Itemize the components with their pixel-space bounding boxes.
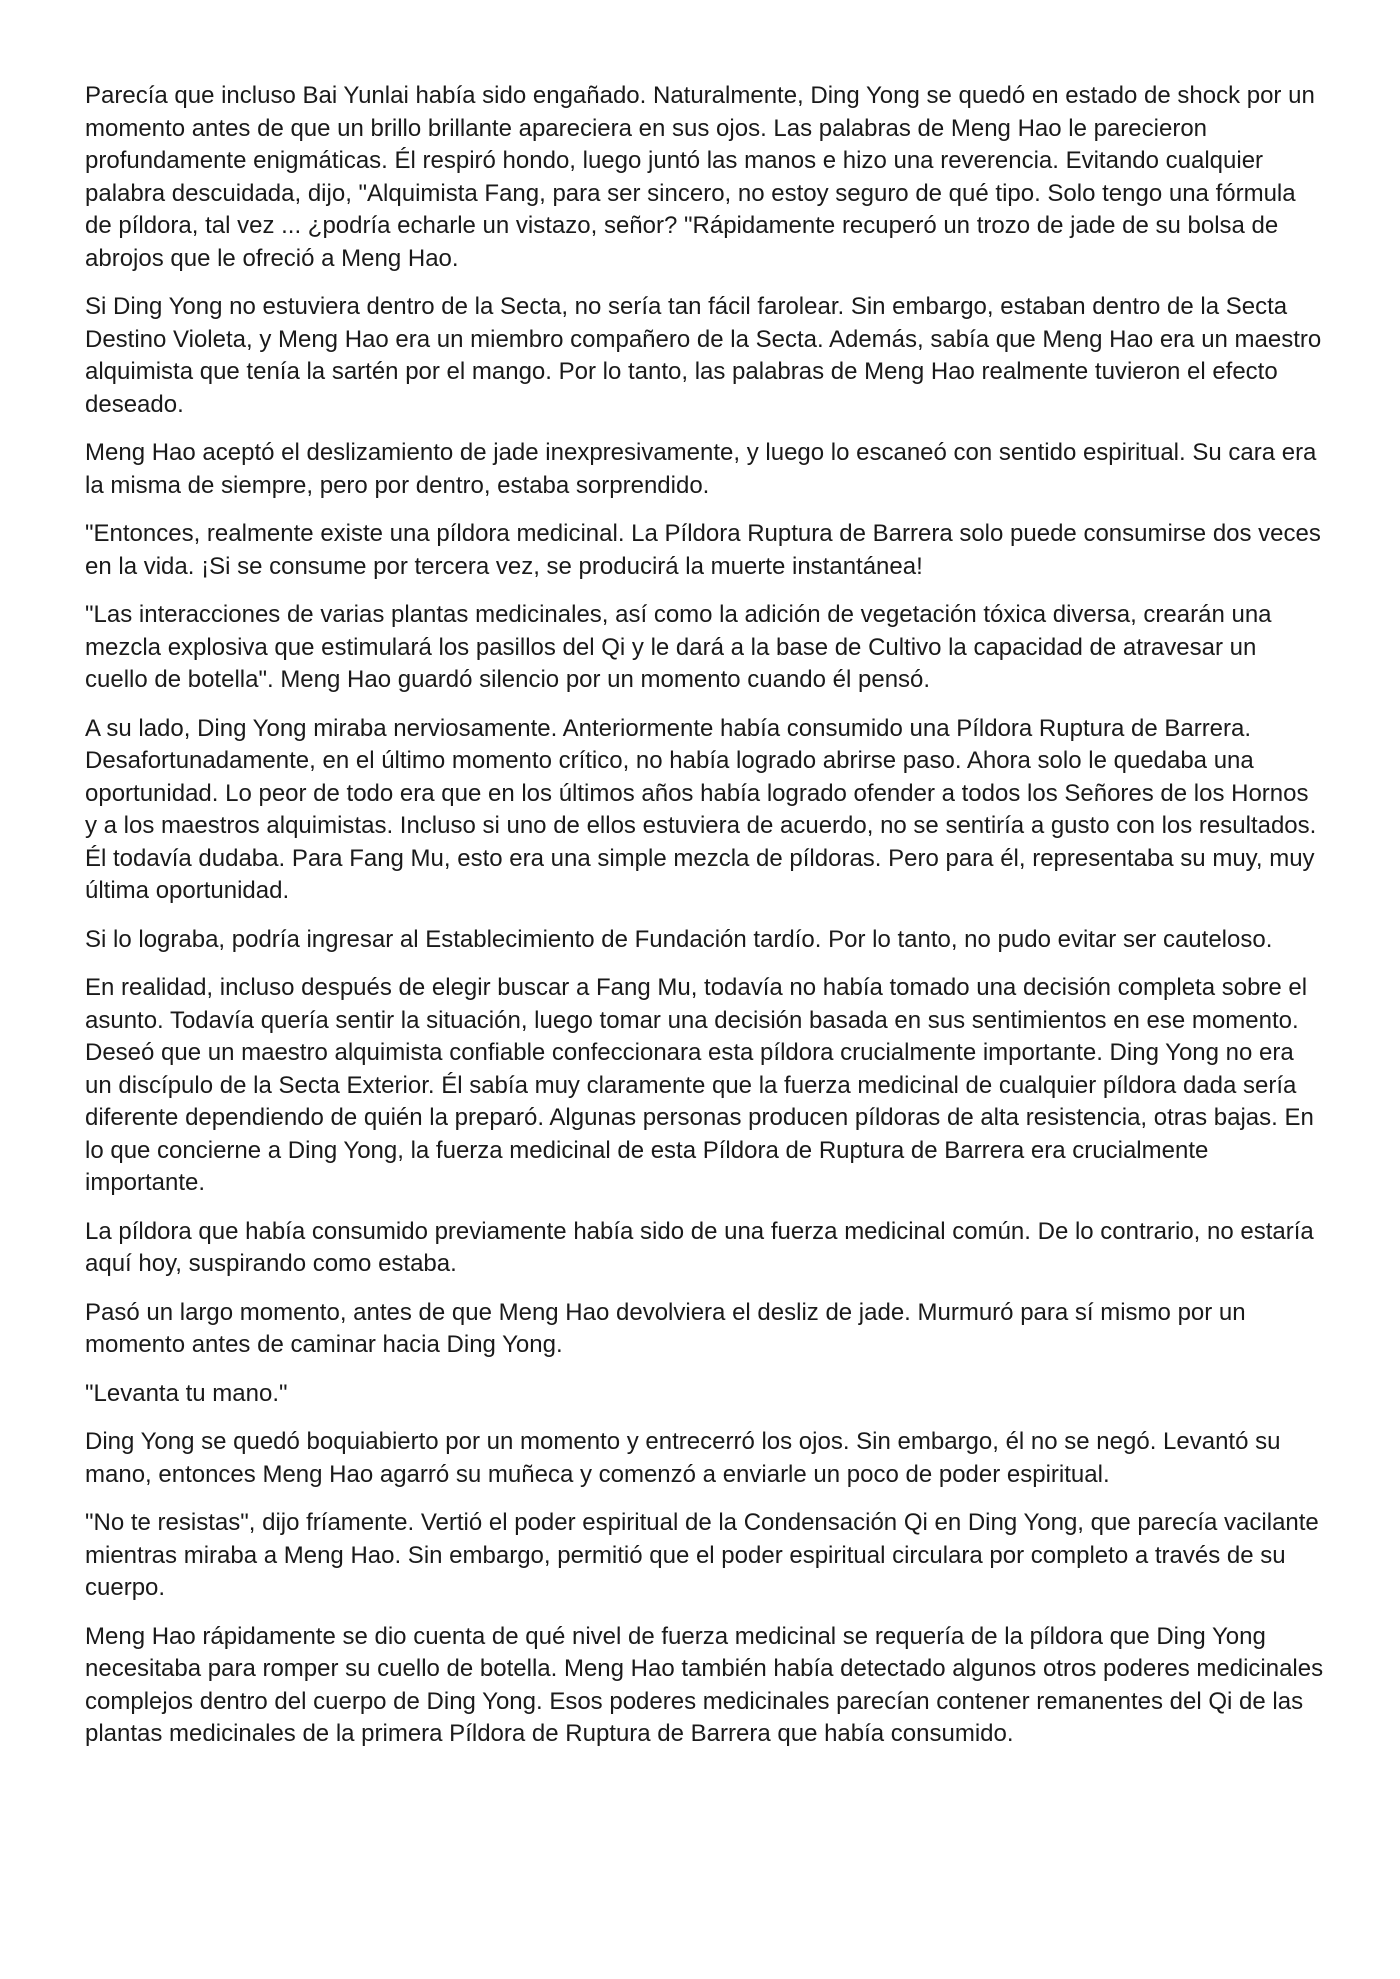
paragraph: Si Ding Yong no estuviera dentro de la Secta, no sería tan fácil farolear. Sin embargo, estaban dentro de la Secta Destino Violeta, y Meng Hao era un miembro compañero de la Secta. Además, sabía que Meng Hao era un maestro alquimista que tenía la sartén por el mango. Por lo tanto, las palabras de Meng Hao realmente tuvieron el efecto deseado. [85,293,1322,418]
paragraph: "Levanta tu mano." [85,1379,288,1407]
paragraph: Ding Yong se quedó boquiabierto por un momento y entrecerró los ojos. Sin embargo, él no se negó. Levantó su mano, entonces Meng Hao agarró su muñeca y comenzó a enviarle un poco de poder espiritual. [85,1428,1281,1488]
document-page [85,80,1325,1767]
paragraph: Meng Hao rápidamente se dio cuenta de qué nivel de fuerza medicinal se requería de la píldora que Ding Yong necesitaba para romper su cuello de botella. Meng Hao también había detectado algunos otros poderes medicinales complejos dentro del cuerpo de Ding Yong. Esos poderes medicinales parecían contener remanentes del Qi de las plantas medicinales de la primera Píldora de Ruptura de Barrera que había consumido. [85,1622,1324,1747]
paragraph: "Las interacciones de varias plantas medicinales, así como la adición de vegetación tóxica diversa, crearán una mezcla explosiva que estimulará los pasillos del Qi y le dará a la base de Cultivo la capacidad de atravesar un cuello de botella". Meng Hao guardó silencio por un momento cuando él pensó. [85,601,1272,693]
paragraph: A su lado, Ding Yong miraba nerviosamente. Anteriormente había consumido una Píldora Ruptura de Barrera. Desafortunadamente, en el último momento crítico, no había logrado abrirse paso. Ahora solo le quedaba una oportunidad. Lo peor de todo era que en los últimos años había logrado ofender a todos los Señores de los Hornos y a los maestros alquimistas. Incluso si uno de ellos estuviera de acuerdo, no se sentiría a gusto con los resultados. Él todavía dudaba. Para Fang Mu, esto era una simple mezcla de píldoras. Pero para él, representaba su muy, muy última oportunidad. [85,714,1317,904]
paragraph: Meng Hao aceptó el deslizamiento de jade inexpresivamente, y luego lo escaneó con sentido espiritual. Su cara era la misma de siempre, pero por dentro, estaba sorprendido. [85,439,1317,499]
paragraph: En realidad, incluso después de elegir buscar a Fang Mu, todavía no había tomado una decisión completa sobre el asunto. Todavía quería sentir la situación, luego tomar una decisión basada en sus sentimientos en ese momento. Deseó que un maestro alquimista confiable confeccionara esta píldora crucialmente importante. Ding Yong no era un discípulo de la Secta Exterior. Él sabía muy claramente que la fuerza medicinal de cualquier píldora dada sería diferente dependiendo de quién la preparó. Algunas personas producen píldoras de alta resistencia, otras bajas. En lo que concierne a Ding Yong, la fuerza medicinal de esta Píldora de Ruptura de Barrera era crucialmente importante. [85,974,1314,1196]
paragraph: "Entonces, realmente existe una píldora medicinal. La Píldora Ruptura de Barrera solo puede consumirse dos veces en la vida. ¡Si se consume por tercera vez, se producirá la muerte instantánea! [85,520,1321,580]
paragraph: Si lo lograba, podría ingresar al Establecimiento de Fundación tardío. Por lo tanto, no pudo evitar ser cauteloso. [85,925,1273,953]
paragraph: Parecía que incluso Bai Yunlai había sido engañado. Naturalmente, Ding Yong se quedó en estado de shock por un momento antes de que un brillo brillante apareciera en sus ojos. Las palabras de Meng Hao le parecieron profundamente enigmáticas. Él respiró hondo, luego juntó las manos e hizo una reverencia. Evitando cualquier palabra descuidada, dijo, "Alquimista Fang, para ser sincero, no estoy seguro de qué tipo. Solo tengo una fórmula de píldora, tal vez ... ¿podría echarle un vistazo, señor? "Rápidamente recuperó un trozo de jade de su bolsa de abrojos que le ofreció a Meng Hao. [85,82,1315,272]
paragraph: La píldora que había consumido previamente había sido de una fuerza medicinal común. De lo contrario, no estaría aquí hoy, suspirando como estaba. [85,1217,1314,1277]
paragraph: "No te resistas", dijo fríamente. Vertió el poder espiritual de la Condensación Qi en Ding Yong, que parecía vacilante mientras miraba a Meng Hao. Sin embargo, permitió que el poder espiritual circulara por completo a través de su cuerpo. [85,1509,1319,1601]
paragraph: Pasó un largo momento, antes de que Meng Hao devolviera el desliz de jade. Murmuró para sí mismo por un momento antes de caminar hacia Ding Yong. [85,1298,1246,1358]
